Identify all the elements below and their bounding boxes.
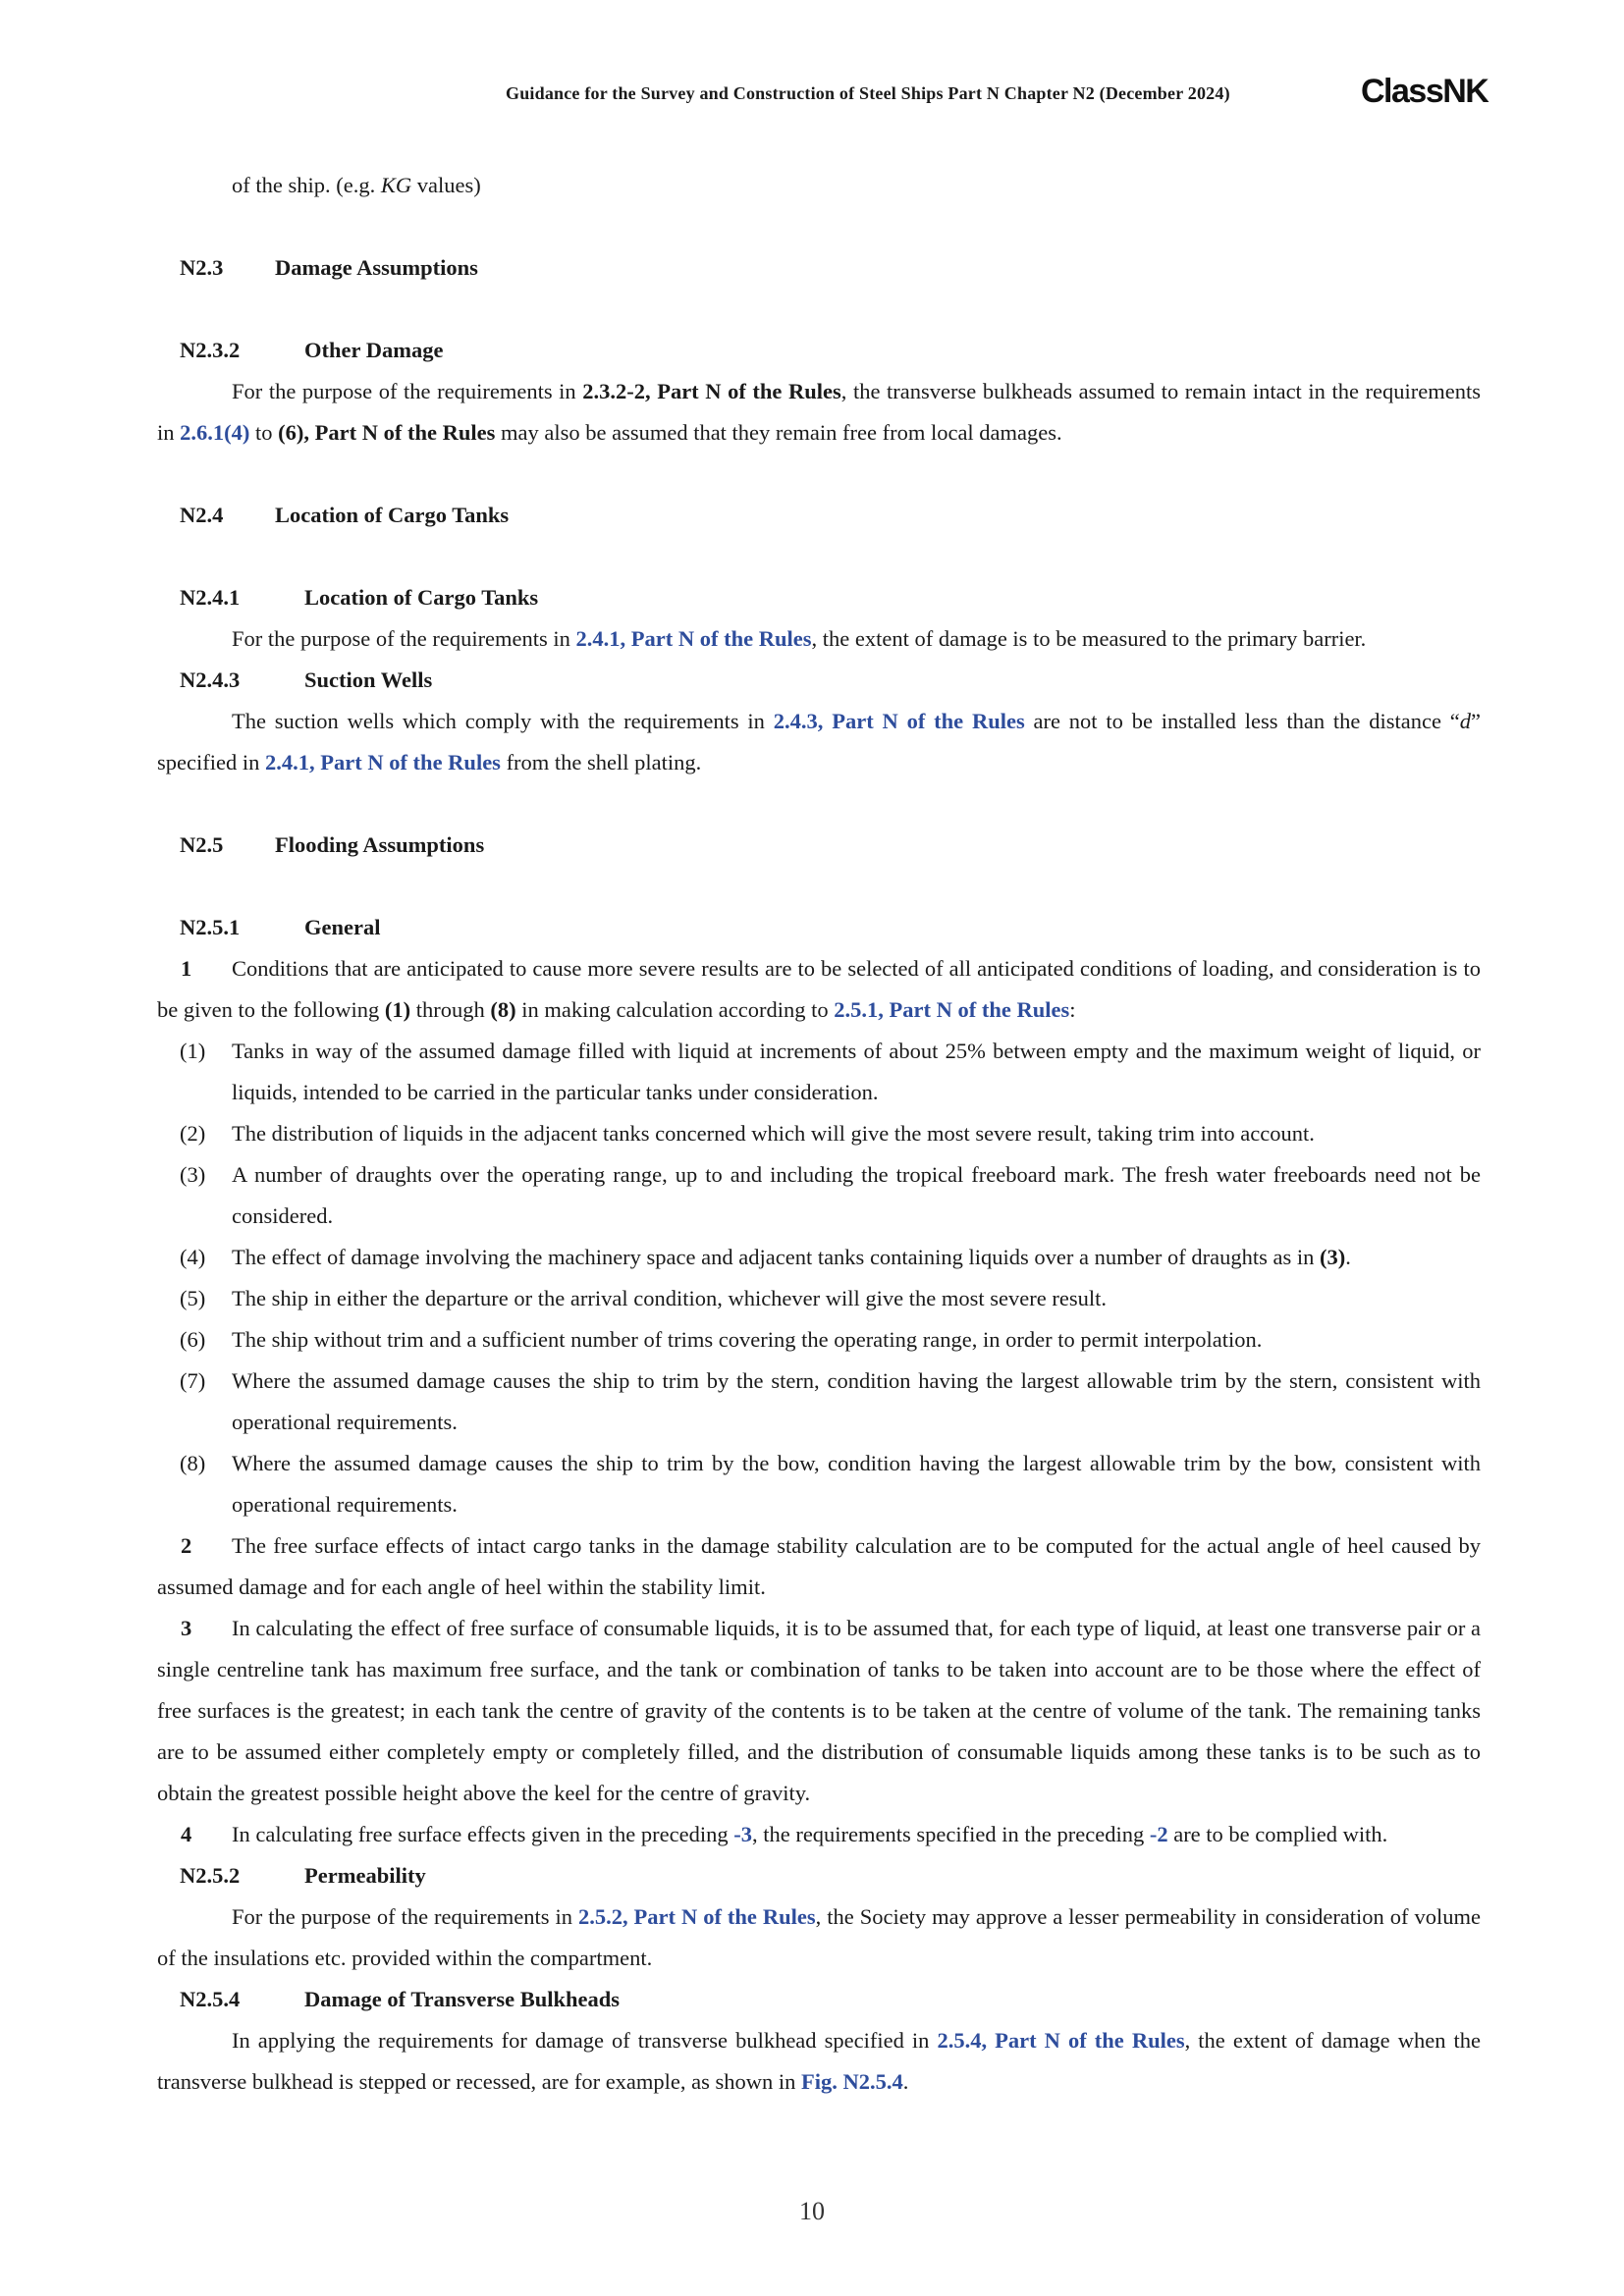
rule-reference-link[interactable]: 2.5.1, Part N of the Rules <box>834 997 1070 1022</box>
page-number: 10 <box>799 2197 825 2225</box>
numbered-paragraph-4: 4 In calculating free surface effects given in the preceding -3, the requirements specified in the preceding -2 are to be complied with. <box>181 1822 1388 1846</box>
list-item: (1) Tanks in way of the assumed damage filled with liquid at increments of about 25% between empty and the maximum weight of liquid, or liquids, intended to be carried in the particular tanks under consideration. <box>180 1039 1481 1104</box>
list-item: (7) Where the assumed damage causes the ship to trim by the stern, condition having the largest allowable trim by the stern, consistent with operational requirements. <box>180 1368 1481 1434</box>
paragraph-suction-wells: The suction wells which comply with the requirements in 2.4.3, Part N of the Rules are not to be installed less than the distance “d” specified in 2.4.1, Part N of the Rules from the shell plating. <box>157 709 1482 774</box>
running-header-title: Guidance for the Survey and Construction of Steel Ships Part N Chapter N2 (December 2024) <box>506 83 1230 103</box>
paragraph-damage-of-transverse-bulkheads: In applying the requirements for damage of transverse bulkhead specified in 2.5.4, Part N of the Rules, the extent of damage when the transverse bulkhead is stepped or recessed, are for example, as shown in Fig. N2.5.4. <box>157 2028 1481 2094</box>
numbered-paragraph-3: 3 In calculating the effect of free surface of consumable liquids, it is to be assumed that, for each type of liquid, at least one transverse pair or a single centreline tank has maximum free surface, and the tank or combination of tanks to be taken into account are to be those where the effect of free surfaces is the greatest; in each tank the centre of gravity of the contents is to be taken at the centre of volume of the tank. The remaining tanks are to be assumed either completely empty or completely filled, and the distribution of consumable liquids among these tanks is to be such as to obtain the greatest possible height above the keel for the centre of gravity. <box>157 1616 1481 1805</box>
section-title: Location of Cargo Tanks <box>304 585 539 610</box>
paragraph-permeability: For the purpose of the requirements in 2.5.2, Part N of the Rules, the Society may approve a lesser permeability in consideration of volume of the insulations etc. provided within the compartment. <box>157 1904 1481 1970</box>
numbered-paragraph-1: 1 Conditions that are anticipated to cause more severe results are to be selected of all anticipated conditions of loading, and consideration is to be given to the following (1) through (8) in making calculation according to 2.5.1, Part N of the Rules: <box>157 956 1481 1022</box>
section-title: Flooding Assumptions <box>275 832 485 857</box>
section-heading-n2-3 <box>157 247 1481 289</box>
paragraph-reference-link[interactable]: -3 <box>733 1822 752 1846</box>
rule-reference-link[interactable]: 2.6.1(4) <box>180 420 250 445</box>
section-number: N2.4.3 <box>180 667 241 692</box>
classnk-logo: ClassNK <box>1361 72 1489 111</box>
document-body <box>157 165 1481 2103</box>
section-number: N2.5 <box>180 832 224 857</box>
section-heading-n2-5-4 <box>157 1979 1481 2020</box>
rule-reference-link[interactable]: 2.4.1, Part N of the Rules <box>264 750 501 774</box>
section-title: General <box>304 915 381 939</box>
continued-text: of the ship. (e.g. KG values) <box>232 173 481 197</box>
list-item: (6) The ship without trim and a sufficient number of trims covering the operating range, in order to permit interpolation. <box>180 1327 1263 1352</box>
rule-reference-link[interactable]: 2.4.1, Part N of the Rules <box>575 626 812 651</box>
section-number: N2.5.1 <box>180 915 241 939</box>
section-number: N2.4 <box>180 503 224 527</box>
list-item: (2) The distribution of liquids in the adjacent tanks concerned which will give the most severe result, taking trim into account. <box>180 1121 1315 1146</box>
list-item: (8) Where the assumed damage causes the ship to trim by the bow, condition having the largest allowable trim by the bow, consistent with operational requirements. <box>180 1451 1481 1517</box>
section-number: N2.4.1 <box>180 585 241 610</box>
list-item: (4) The effect of damage involving the machinery space and adjacent tanks containing liquids over a number of draughts as in (3). <box>180 1245 1351 1269</box>
section-number: N2.3 <box>180 255 224 280</box>
section-heading-n2-4-1 <box>157 577 1481 618</box>
section-title: Damage of Transverse Bulkheads <box>304 1987 621 2011</box>
paragraph-location-of-cargo-tanks: For the purpose of the requirements in 2.4.1, Part N of the Rules, the extent of damage is to be measured to the primary barrier. <box>232 626 1367 651</box>
section-title: Suction Wells <box>304 667 433 692</box>
list-item: (5) The ship in either the departure or the arrival condition, whichever will give the most severe result. <box>180 1286 1107 1310</box>
section-title: Other Damage <box>304 338 444 362</box>
section-title: Damage Assumptions <box>275 255 478 280</box>
rule-reference-link[interactable]: 2.5.2, Part N of the Rules <box>577 1904 816 1929</box>
list-item: (3) A number of draughts over the operating range, up to and including the tropical freeboard mark. The fresh water freeboards need not be considered. <box>180 1162 1481 1228</box>
section-number: N2.5.4 <box>180 1987 241 2011</box>
section-heading-n2-5-1 <box>157 907 1481 948</box>
rule-reference-link[interactable]: 2.4.3, Part N of the Rules <box>773 709 1025 733</box>
numbered-paragraph-2: 2 The free surface effects of intact cargo tanks in the damage stability calculation are to be computed for the actual angle of heel caused by assumed damage and for each angle of heel within the stability limit. <box>157 1533 1481 1599</box>
section-heading-n2-3-2 <box>157 330 1481 371</box>
section-heading-n2-4 <box>157 495 1481 536</box>
section-heading-n2-5-2 <box>157 1855 1481 1896</box>
section-heading-n2-4-3 <box>157 660 1481 701</box>
paragraph-reference-link[interactable]: -2 <box>1149 1822 1168 1846</box>
section-title: Location of Cargo Tanks <box>275 503 510 527</box>
paragraph-other-damage: For the purpose of the requirements in 2.3.2-2, Part N of the Rules, the transverse bulkheads assumed to remain intact in the requirements in 2.6.1(4) to (6), Part N of the Rules may also be assumed that they remain free from local damages. <box>157 379 1481 445</box>
section-heading-n2-5 <box>157 825 1481 866</box>
section-number: N2.3.2 <box>180 338 241 362</box>
rule-reference-link[interactable]: 2.5.4, Part N of the Rules <box>937 2028 1185 2053</box>
section-title: Permeability <box>304 1863 426 1888</box>
section-number: N2.5.2 <box>180 1863 241 1888</box>
figure-reference-link[interactable]: Fig. N2.5.4 <box>801 2069 903 2094</box>
